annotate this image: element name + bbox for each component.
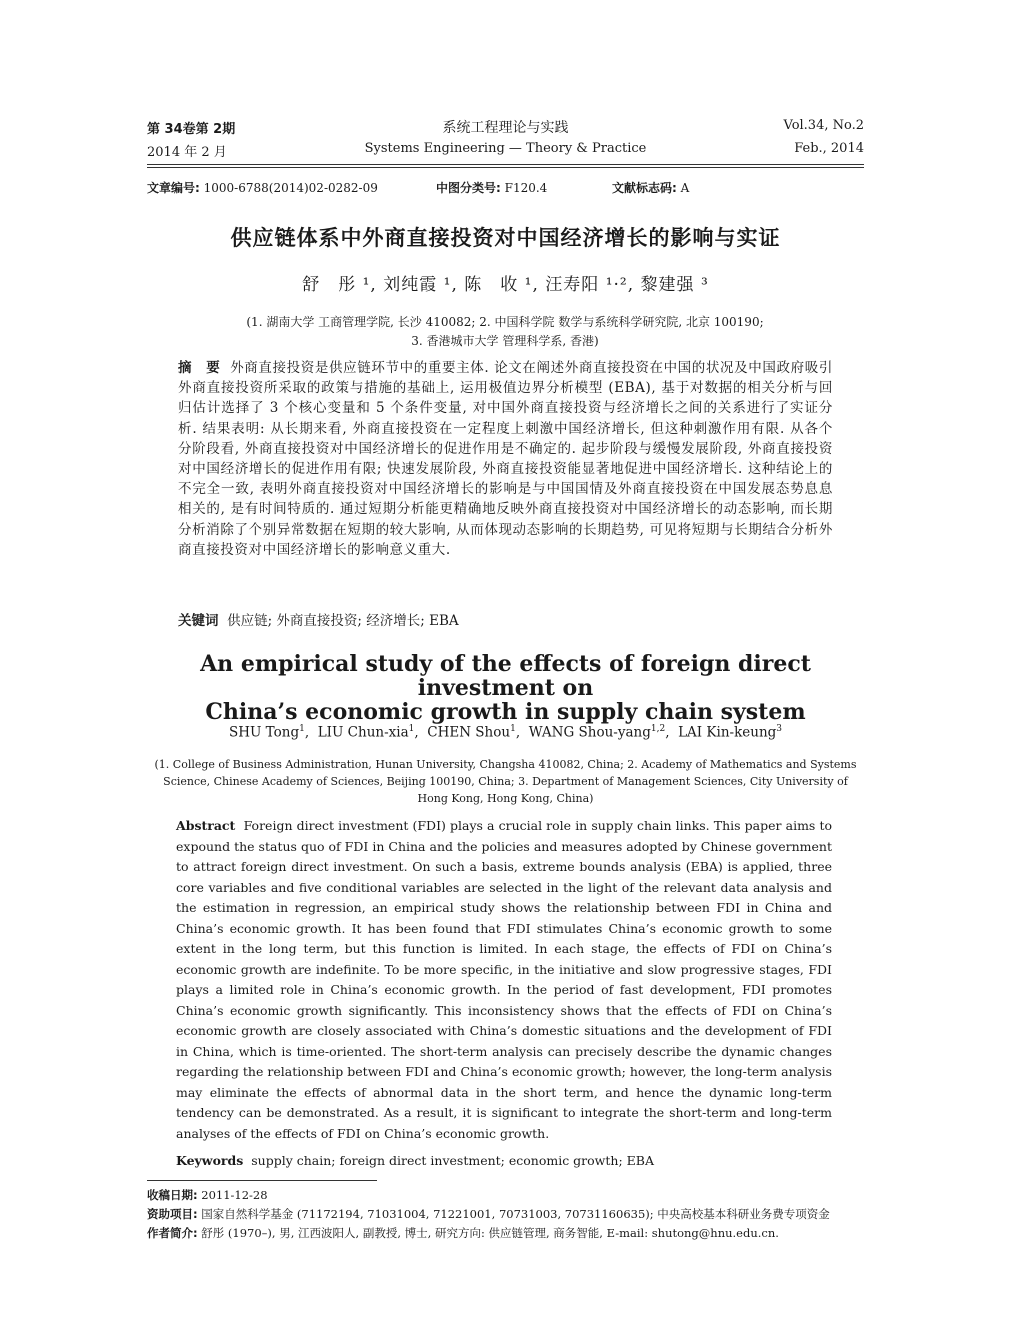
chinese-keywords xyxy=(178,609,833,629)
funding-label: 资助项目: xyxy=(147,1207,198,1221)
english-keywords-label: Keywords xyxy=(176,1153,244,1168)
english-authors: SHU Tong$^1$, LIU Chun-xia$^1$, CHEN Shou$^1$, WANG Shou-yang$^{1,2}$, LAI Kin-keung$^3$ xyxy=(228,724,783,741)
document-code xyxy=(612,179,689,196)
funding-text: 国家自然科学基金 (71172194, 71031004, 71221001, 70731003, 70731160635); 中央高校基本科研业务费专项资金 xyxy=(201,1207,830,1221)
journal-name-en: Systems Engineering — Theory & Practice xyxy=(364,141,647,156)
chinese-affiliation-line: 3. 香港城市大学 管理科学系, 香港) xyxy=(411,334,599,348)
english-keywords xyxy=(176,1153,832,1168)
journal-date-cn: 2014 年 2 月 xyxy=(147,145,227,160)
english-title-line: China’s economic growth in supply chain system xyxy=(205,699,806,725)
footnote-author-bio xyxy=(147,1225,864,1241)
header-rule-bottom xyxy=(147,167,864,168)
author-affil-mark: 1 xyxy=(408,724,415,734)
footnote-rule xyxy=(147,1180,377,1181)
clc-number xyxy=(436,179,547,196)
author-name: SHU Tong xyxy=(228,724,300,741)
english-keywords-text: supply chain; foreign direct investment; economic growth; EBA xyxy=(251,1153,654,1168)
english-abstract-text: Foreign direct investment (FDI) plays a crucial role in supply chain links. This paper aims to expound the status quo of FDI in China and the policies and measures adopted by Chinese government to attract foreign direct investment. On such a basis, extreme bounds analysis (EBA) is applied, three core variables and five conditional variables are selected in the light of the relevant data analysis and the estimation in regression, an empirical study shows the relationship between FDI in China and China’s economic growth. It has been found that FDI stimulates China’s economic growth to some extent in the long term, but this function is limited. In each stage, the effects of FDI on China’s economic growth are indefinite. To be more specific, in the initiative and slow progressive stages, FDI plays a limited role in China’s economic growth. In the period of fast development, FDI promotes China’s economic growth significantly. This inconsistency shows that the effects of FDI on China’s economic growth are closely associated with China’s domestic situations and the development of FDI in China, which is time-oriented. The short-term analysis can precisely describe the dynamic changes regarding the relationship between FDI and China’s economic growth; however, the long-term analysis may eliminate the effects of abnormal data in the short term, and hence the dynamic long-term tendency can be demonstrated. As a result, it is significant to integrate the short-term and long-term analyses of the effects of FDI on China’s economic growth. xyxy=(176,818,832,1141)
author-name: CHEN Shou xyxy=(427,724,511,741)
author-affil-mark: 1 xyxy=(299,724,305,734)
article-number-value: 1000-6788(2014)02-0282-09 xyxy=(203,181,378,195)
author-name: LAI Kin-keung xyxy=(678,724,777,741)
journal-volume-en: Vol.34, No.2 xyxy=(783,118,864,133)
received-label: 收稿日期: xyxy=(147,1188,198,1202)
article-number xyxy=(147,179,378,196)
chinese-affiliations xyxy=(200,313,810,351)
received-date: 2011-12-28 xyxy=(201,1188,268,1202)
journal-volume: 第 34卷第 2期 xyxy=(147,122,236,137)
author-name: LIU Chun-xia xyxy=(317,724,409,741)
journal-date-en: Feb., 2014 xyxy=(794,141,864,156)
chinese-authors: 舒 彤 ¹, 刘纯霞 ¹, 陈 收 ¹, 汪寿阳 ¹·², 黎建强 ³ xyxy=(302,275,709,295)
article-number-label: 文章编号: xyxy=(147,181,200,195)
bio-text: 舒彤 (1970–), 男, 江西波阳人, 副教授, 博士, 研究方向: 供应链管理, 商务智能, E-mail: shutong@hnu.edu.cn. xyxy=(201,1226,779,1240)
footnote-funding xyxy=(147,1206,864,1222)
header-rule-top xyxy=(147,164,864,165)
chinese-affiliation-line: (1. 湖南大学 工商管理学院, 长沙 410082; 2. 中国科学院 数学与系统科学研究院, 北京 100190; xyxy=(246,315,764,329)
english-affiliation-line: (1. College of Business Administration, Hunan University, Changsha 410082, China; 2. Academy of Mathematics and Systems xyxy=(154,758,857,771)
english-title xyxy=(147,652,864,724)
author-name: WANG Shou-yang xyxy=(528,724,651,741)
chinese-keywords-text: 供应链; 外商直接投资; 经济增长; EBA xyxy=(227,613,459,629)
english-affiliations xyxy=(150,756,861,807)
author-affil-mark: 1 xyxy=(510,724,516,734)
footnote-received xyxy=(147,1187,864,1203)
chinese-abstract-label: 摘 要 xyxy=(178,360,221,376)
document-code-value: A xyxy=(680,181,690,195)
author-affil-mark: 1,2 xyxy=(650,724,666,734)
journal-name-cn: 系统工程理论与实践 xyxy=(442,120,569,136)
english-affiliation-line: Science, Chinese Academy of Sciences, Beijing 100190, China; 3. Department of Management Sciences, City University of xyxy=(163,775,848,788)
bio-label: 作者简介: xyxy=(147,1226,198,1240)
chinese-keywords-label: 关键词 xyxy=(178,613,219,629)
chinese-abstract xyxy=(178,358,833,560)
english-affiliation-line: Hong Kong, Hong Kong, China) xyxy=(417,792,594,805)
author-affil-mark: 3 xyxy=(776,724,783,734)
clc-value: F120.4 xyxy=(504,181,548,195)
document-code-label: 文献标志码: xyxy=(612,181,677,195)
english-abstract xyxy=(176,816,832,1144)
english-title-line: An empirical study of the effects of foreign direct investment on xyxy=(200,651,811,701)
english-abstract-label: Abstract xyxy=(176,818,236,833)
clc-label: 中图分类号: xyxy=(436,181,501,195)
chinese-title: 供应链体系中外商直接投资对中国经济增长的影响与实证 xyxy=(230,226,781,250)
chinese-abstract-text: 外商直接投资是供应链环节中的重要主体. 论文在阐述外商直接投资在中国的状况及中国政府吸引外商直接投资所采取的政策与措施的基础上, 运用极值边界分析模型 (EBA), 基于对数据的相关分析与回归估计选择了 3 个核心变量和 5 个条件变量, 对中国外商直接投资与经济增长之间的关系进行了实证分析. 结果表明: 从长期来看, 外商直接投资在一定程度上刺激中国经济增长, 但这种刺激作用有限. 从各个分阶段看, 外商直接投资对中国经济增长的促进作用是不确定的. 起步阶段与缓慢发展阶段, 外商直接投资对中国经济增长的促进作用有限; 快速发展阶段, 外商直接投资能显著地促进中国经济增长. 这种结论上的不完全一致, 表明外商直接投资对中国经济增长的影响是与中国国情及外商直接投资在中国发展态势息息相关的, 是有时间特质的. 通过短期分析能更精确地反映外商直接投资对中国经济增长的动态影响, 而长期分析消除了个别异常数据在短期的较大影响, 从而体现动态影响的长期趋势, 可见将短期与长期结合分析外商直接投资对中国经济增长的影响意义重大. xyxy=(178,360,833,558)
